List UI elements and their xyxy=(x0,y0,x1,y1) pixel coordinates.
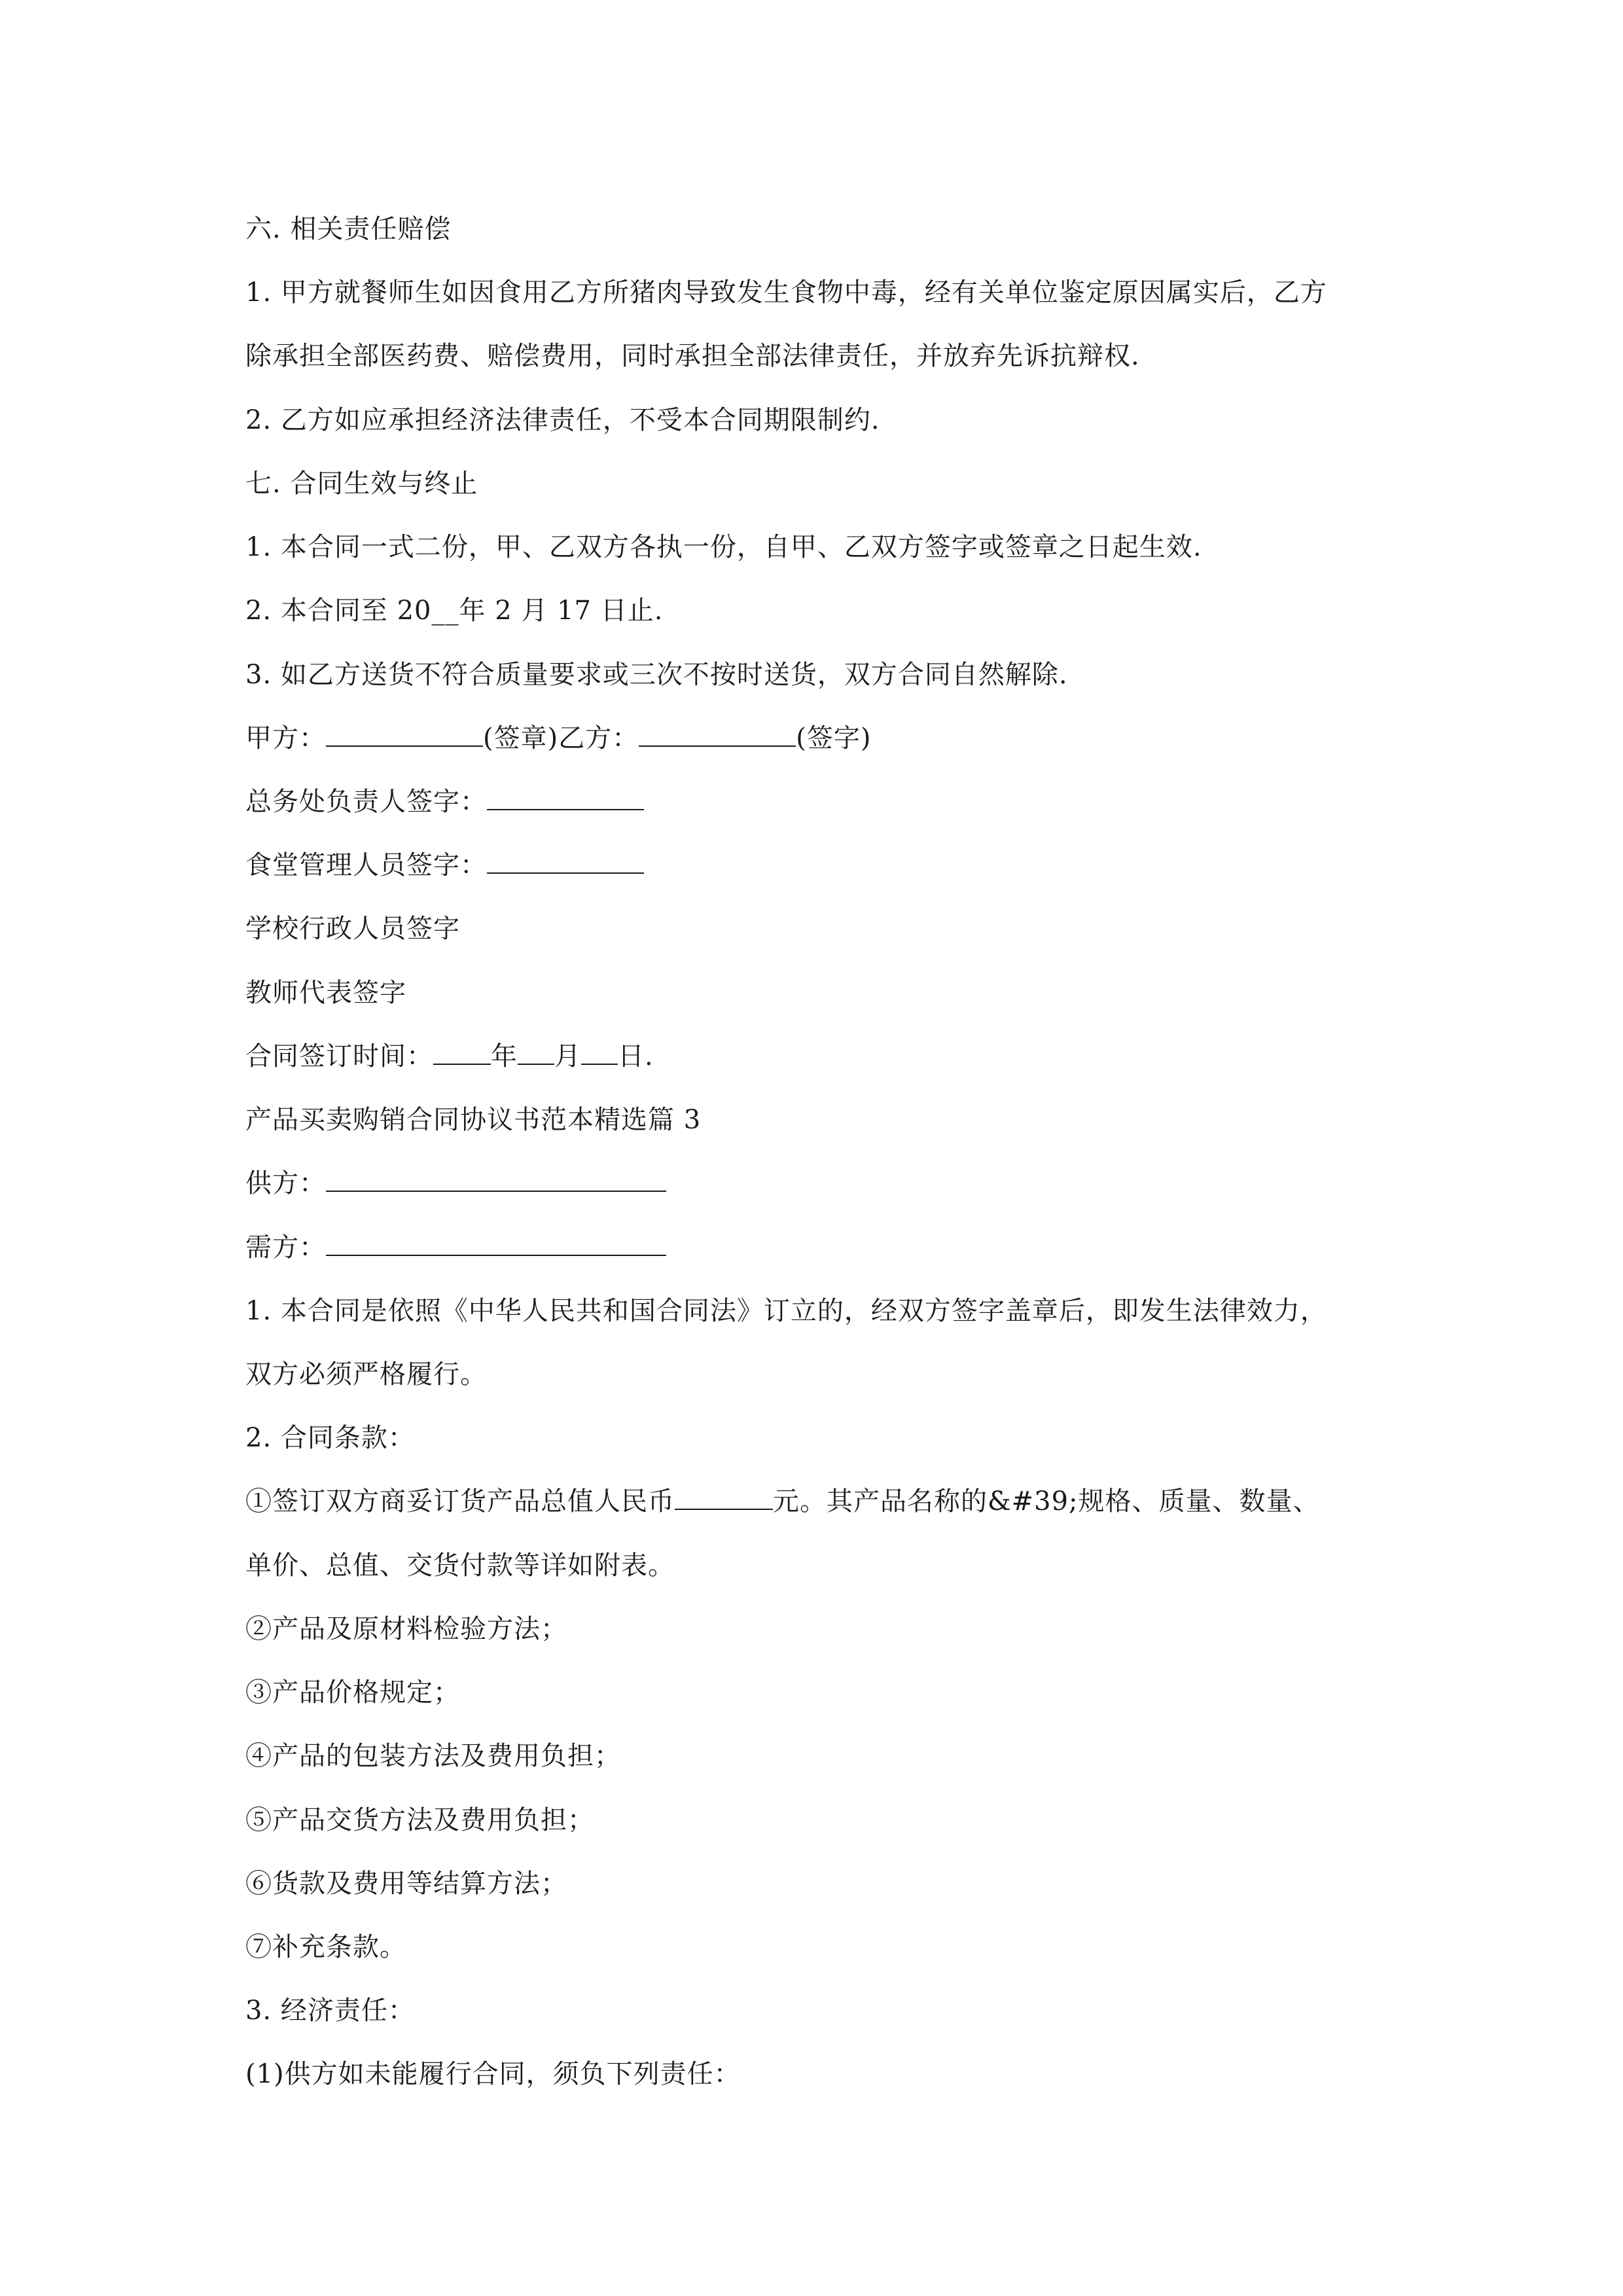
general-affairs-signature-blank[interactable] xyxy=(487,787,644,810)
supplier-blank[interactable] xyxy=(326,1168,666,1192)
clause3-item1: (1)供方如未能履行合同，须负下列责任： xyxy=(245,2059,741,2089)
section7-item1: 1. 本合同一式二份，甲、乙双方各执一份，自甲、乙双方签字或签章之日起生效. xyxy=(245,532,1202,562)
part3-title: 产品买卖购销合同协议书范本精选篇 3 xyxy=(245,1105,702,1135)
clause2-item1-line1 xyxy=(245,1485,1320,1518)
section6-item1-line1: 1. 甲方就餐师生如因食用乙方所猪肉导致发生食物中毒，经有关单位鉴定原因属实后，乙方 xyxy=(245,278,1327,308)
section7-item2: 2. 本合同至 20__年 2 月 17 日止. xyxy=(245,596,664,626)
clause2-item3: ③产品价格规定； xyxy=(245,1677,460,1708)
supplier-label: 供方： xyxy=(245,1168,326,1198)
date-day-blank[interactable] xyxy=(581,1041,618,1065)
date-month-label: 月 xyxy=(554,1041,581,1071)
section6-item1-line2: 除承担全部医药费、赔偿费用，同时承担全部法律责任，并放弃先诉抗辩权. xyxy=(245,341,1140,371)
section6-heading: 六. 相关责任赔偿 xyxy=(245,214,452,244)
date-year-label: 年 xyxy=(491,1041,518,1071)
party-b-suffix: (签字) xyxy=(796,723,872,753)
clause2-item1-line2: 单价、总值、交货付款等详如附表。 xyxy=(245,1551,675,1581)
canteen-manager-signature-line xyxy=(245,849,644,882)
date-month-blank[interactable] xyxy=(518,1041,554,1065)
school-admin-signature: 学校行政人员签字 xyxy=(245,914,460,944)
clause2-item7: ⑦补充条款。 xyxy=(245,1932,406,1962)
party-a-suffix: (签章)乙方： xyxy=(483,723,639,753)
canteen-manager-signature-blank[interactable] xyxy=(487,850,644,874)
teacher-rep-signature: 教师代表签字 xyxy=(245,978,406,1008)
clause1-line2: 双方必须严格履行。 xyxy=(245,1359,487,1390)
date-label: 合同签订时间： xyxy=(245,1041,433,1071)
clause2-item5: ⑤产品交货方法及费用负担； xyxy=(245,1805,594,1835)
total-amount-blank[interactable] xyxy=(675,1486,773,1510)
general-affairs-signature-line xyxy=(245,785,644,818)
clause2-item1-suffix: 元。其产品名称的&#39;规格、质量、数量、 xyxy=(773,1486,1320,1516)
date-year-blank[interactable] xyxy=(433,1041,491,1065)
party-a-signature-blank[interactable] xyxy=(326,723,483,747)
clause2-item6: ⑥货款及费用等结算方法； xyxy=(245,1869,567,1899)
clause2-item4: ④产品的包装方法及费用负担； xyxy=(245,1741,621,1771)
clause2-item2: ②产品及原材料检验方法； xyxy=(245,1614,567,1644)
clause2-item1-prefix: ①签订双方商妥订货产品总值人民币 xyxy=(245,1486,675,1516)
signing-date-line xyxy=(245,1040,654,1073)
clause2-heading: 2. 合同条款： xyxy=(245,1423,415,1453)
section6-item2: 2. 乙方如应承担经济法律责任，不受本合同期限制约. xyxy=(245,405,880,435)
clause3-heading: 3. 经济责任： xyxy=(245,1996,415,2026)
party-b-signature-blank[interactable] xyxy=(639,723,796,747)
buyer-blank[interactable] xyxy=(326,1232,666,1256)
clause1-line1: 1. 本合同是依照《中华人民共和国合同法》订立的，经双方签字盖章后，即发生法律效力， xyxy=(245,1296,1327,1326)
party-signature-line xyxy=(245,722,871,755)
date-day-label: 日. xyxy=(618,1041,654,1071)
section7-heading: 七. 合同生效与终止 xyxy=(245,469,478,499)
buyer-line xyxy=(245,1231,666,1264)
buyer-label: 需方： xyxy=(245,1232,326,1263)
party-a-label: 甲方： xyxy=(245,723,326,753)
canteen-manager-label: 食堂管理人员签字： xyxy=(245,850,487,880)
general-affairs-label: 总务处负责人签字： xyxy=(245,787,487,817)
supplier-line xyxy=(245,1167,666,1200)
section7-item3: 3. 如乙方送货不符合质量要求或三次不按时送货，双方合同自然解除. xyxy=(245,660,1068,690)
